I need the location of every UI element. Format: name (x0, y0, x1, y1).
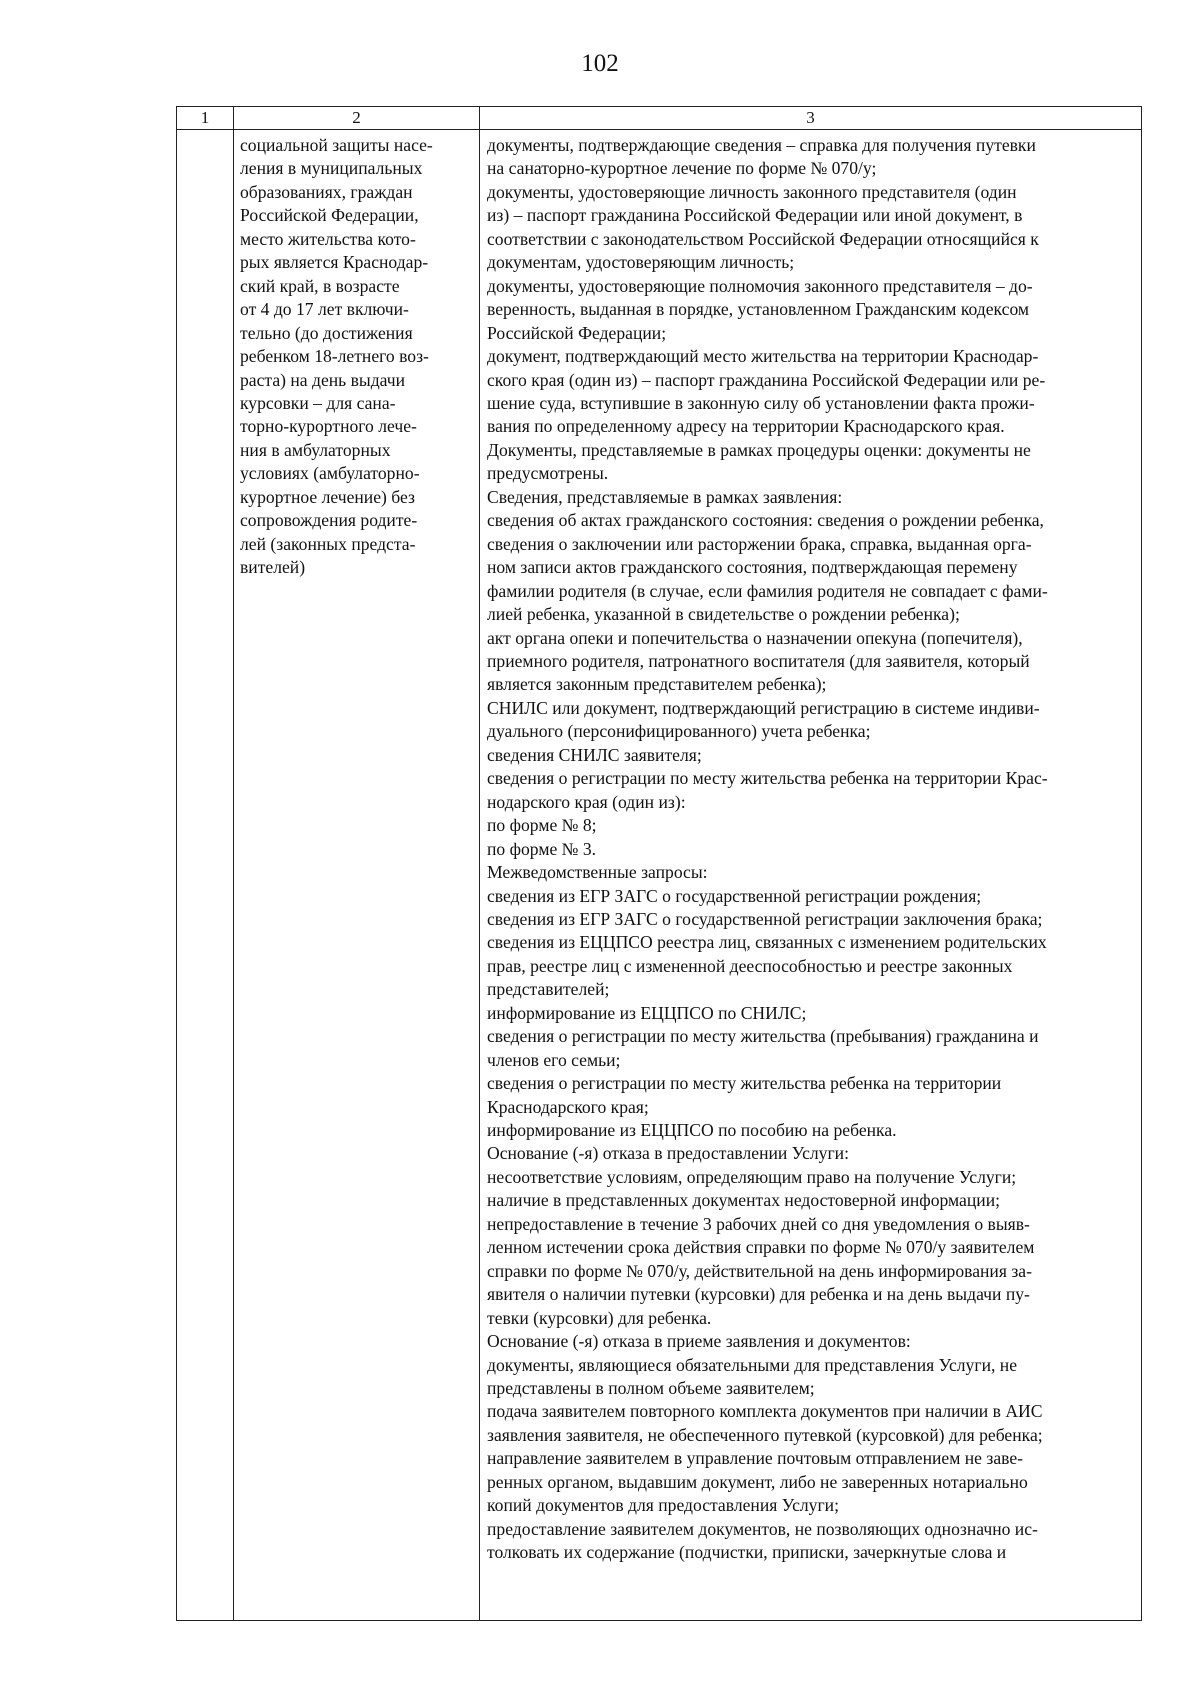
text-line: Краснодарского края; (487, 1096, 649, 1117)
text-line: приемного родителя, патронатного воспитателя (для заявителя, который (487, 650, 1030, 671)
text-line: документы, удостоверяющие личность законного представителя (один (487, 181, 1017, 202)
text-line: предоставление заявителем документов, не позволяющих однозначно ис- (487, 1518, 1038, 1539)
table-header-row (177, 107, 1142, 130)
text-line: прав, реестре лиц с измененной дееспособностью и реестре законных (487, 955, 1013, 976)
text-line: сведения о заключении или расторжении брака, справка, выданная орга- (487, 533, 1032, 554)
text-line: непредоставление в течение 3 рабочих дней со дня уведомления о выяв- (487, 1213, 1030, 1234)
text-line: Основание (-я) отказа в предоставлении Услуги: (487, 1143, 849, 1164)
text-line: ребенком 18-летнего воз- (240, 346, 429, 367)
text-line: подача заявителем повторного комплекта документов при наличии в АИС (487, 1401, 1043, 1422)
text-line: документ, подтверждающий место жительства на территории Краснодар- (487, 346, 1039, 367)
text-line: документы, подтверждающие сведения – справка для получения путевки (487, 135, 1036, 155)
text-line: предусмотрены. (487, 463, 609, 484)
text-line: документы, являющиеся обязательными для представления Услуги, не (487, 1354, 1018, 1375)
page-number: 102 (581, 50, 619, 77)
text-line: ленном истечении срока действия справки по форме № 070/у заявителем (487, 1237, 1035, 1258)
column-header-1: 1 (177, 107, 234, 130)
text-line: является законным представителем ребенка); (487, 674, 827, 695)
text-line: по форме № 3. (487, 838, 597, 859)
text-line: раста) на день выдачи (240, 369, 406, 390)
table-cell-col1 (177, 130, 234, 1621)
text-line: лей (законных предста- (240, 533, 416, 554)
text-line: сведения из ЕГР ЗАГС о государственной регистрации заключения брака; (487, 908, 1043, 929)
text-line: веренность, выданная в порядке, установленном Гражданским кодексом (487, 299, 1030, 320)
text-line: по форме № 8; (487, 815, 597, 836)
text-line: сведения о регистрации по месту жительства ребенка на территории Крас- (487, 768, 1048, 789)
text-line: наличие в представленных документах недостоверной информации; (487, 1190, 1000, 1211)
text-line: Сведения, представляемые в рамках заявления: (487, 486, 843, 507)
text-line: курсовки – для сана- (240, 392, 396, 413)
text-line: курортное лечение) без (240, 486, 415, 507)
text-line: представителей; (487, 979, 610, 1000)
text-line: шение суда, вступившие в законную силу об установлении факта прожи- (487, 392, 1035, 413)
table-row (177, 130, 1142, 1621)
text-line: соответствии с законодательством Российской Федерации относящийся к (487, 228, 1039, 249)
text-line: рых является Краснодар- (240, 252, 429, 273)
text-line: образованиях, граждан (240, 181, 413, 202)
text-line: сведения СНИЛС заявителя; (487, 744, 702, 765)
text-line: Российской Федерации; (487, 322, 667, 343)
text-line: акт органа опеки и попечительства о назначении опекуна (попечителя), (487, 627, 1023, 648)
document-table (176, 106, 1142, 1621)
text-line: на санаторно-курортное лечение по форме № 070/у; (487, 158, 877, 179)
text-line: сведения об актах гражданского состояния: сведения о рождении ребенка, (487, 510, 1044, 531)
text-line: тельно (до достижения (240, 322, 413, 343)
text-line: документам, удостоверяющим личность; (487, 252, 795, 273)
text-line: нодарского края (один из): (487, 791, 686, 812)
text-line: членов его семьи; (487, 1049, 621, 1070)
text-line: сведения о регистрации по месту жительства ребенка на территории (487, 1073, 1002, 1094)
text-line: несоответствие условиям, определяющим право на получение Услуги; (487, 1166, 1017, 1187)
text-line: Основание (-я) отказа в приеме заявления и документов: (487, 1331, 911, 1352)
text-line: представлены в полном объеме заявителем; (487, 1378, 815, 1399)
text-line: справки по форме № 070/у, действительной на день информирования за- (487, 1260, 1032, 1281)
text-line: ского края (один из) – паспорт гражданина Российской Федерации или ре- (487, 369, 1046, 390)
text-line: ренных органом, выдавшим документ, либо не заверенных нотариально (487, 1471, 1028, 1492)
service-recipients-text (240, 134, 475, 580)
text-line: лией ребенка, указанной в свидетельстве о рождении ребенка); (487, 604, 960, 625)
text-line: ский край, в возрасте (240, 275, 400, 296)
text-line: вителей) (240, 557, 306, 578)
text-line: копий документов для предоставления Услуги; (487, 1495, 839, 1516)
text-line: информирование из ЕЦЦПСО по СНИЛС; (487, 1002, 807, 1023)
text-line: сведения из ЕЦЦПСО реестра лиц, связанных с изменением родительских (487, 932, 1047, 953)
text-line: Документы, представляемые в рамках процедуры оценки: документы не (487, 439, 1031, 460)
text-line: от 4 до 17 лет включи- (240, 299, 409, 320)
text-line: тевки (курсовки) для ребенка. (487, 1307, 712, 1328)
column-header-2: 2 (234, 107, 480, 130)
text-line: вания по определенному адресу на территории Краснодарского края. (487, 416, 1005, 437)
text-line: толковать их содержание (подчистки, приписки, зачеркнутые слова и (487, 1542, 1007, 1563)
text-line: СНИЛС или документ, подтверждающий регистрацию в системе индиви- (487, 697, 1040, 718)
text-line: Межведомственные запросы: (487, 862, 708, 883)
text-line: дуального (персонифицированного) учета ребенка; (487, 721, 871, 742)
text-line: сведения из ЕГР ЗАГС о государственной регистрации рождения; (487, 885, 982, 906)
text-line: информирование из ЕЦЦПСО по пособию на ребенка. (487, 1120, 897, 1141)
documents-and-grounds-text (487, 134, 1137, 1565)
text-line: сведения о регистрации по месту жительства (пребывания) гражданина и (487, 1026, 1039, 1047)
text-line: из) – паспорт гражданина Российской Федерации или иной документ, в (487, 205, 1023, 226)
text-line: документы, удостоверяющие полномочия законного представителя – до- (487, 275, 1033, 296)
text-line: ления в муниципальных (240, 158, 423, 179)
text-line: заявления заявителя, не обеспеченного путевкой (курсовкой) для ребенка; (487, 1424, 1043, 1445)
column-header-3: 3 (480, 107, 1142, 130)
text-line: сопровождения родите- (240, 510, 418, 531)
text-line: ния в амбулаторных (240, 439, 391, 460)
text-line: торно-курортного лече- (240, 416, 417, 437)
table-cell-col3 (480, 130, 1142, 1621)
text-line: место жительства кото- (240, 228, 416, 249)
text-line: социальной защиты насе- (240, 135, 433, 155)
table-cell-col2 (234, 130, 480, 1621)
text-line: явителя о наличии путевки (курсовки) для ребенка и на день выдачи пу- (487, 1284, 1030, 1305)
text-line: ном записи актов гражданского состояния, подтверждающая перемену (487, 557, 1018, 578)
text-line: условиях (амбулаторно- (240, 463, 420, 484)
text-line: направление заявителем в управление почтовым отправлением не заве- (487, 1448, 1024, 1469)
text-line: фамилии родителя (в случае, если фамилия родителя не совпадает с фами- (487, 580, 1048, 601)
text-line: Российской Федерации, (240, 205, 419, 226)
